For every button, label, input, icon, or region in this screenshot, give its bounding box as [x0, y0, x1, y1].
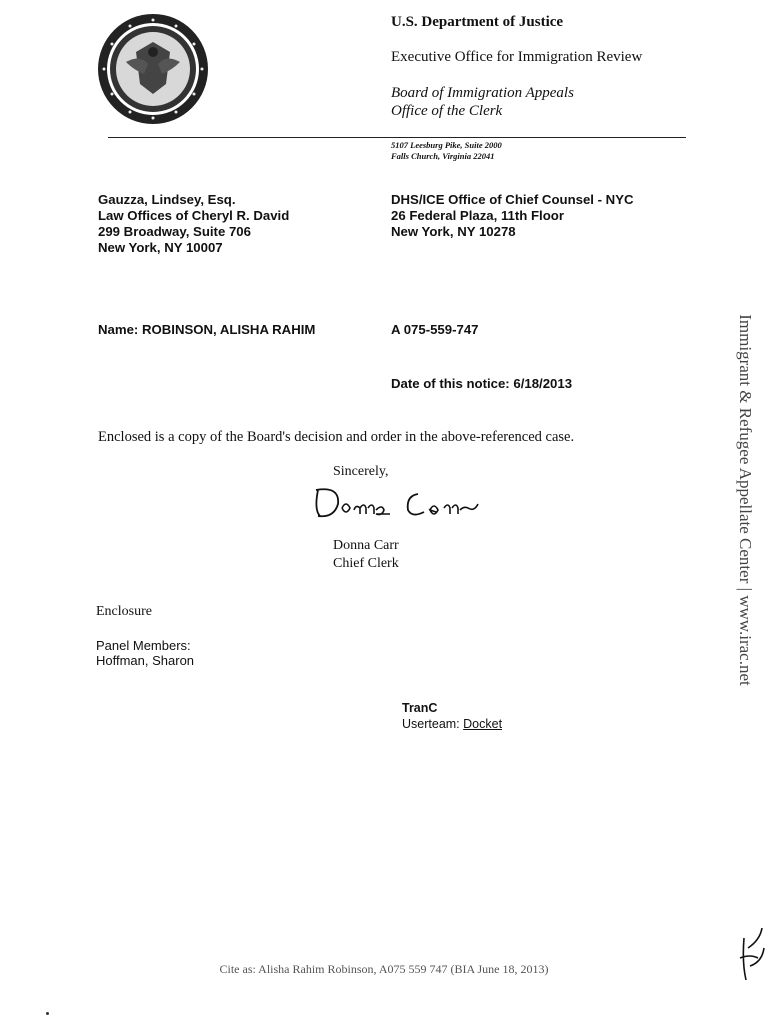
dhs-street: 26 Federal Plaza, 11th Floor [391, 208, 564, 223]
office-title: Executive Office for Immigration Review [391, 49, 643, 65]
attorney-firm: Law Offices of Cheryl R. David [98, 208, 290, 223]
board-address [391, 140, 502, 162]
userteam-line [402, 716, 502, 732]
signer-title: Chief Clerk [333, 556, 399, 571]
dhs-city: New York, NY 10278 [391, 224, 516, 239]
panel-label: Panel Members: [96, 638, 191, 653]
signer-block [333, 537, 399, 573]
header-rule [108, 137, 686, 138]
board-block [391, 84, 574, 120]
attorney-street: 299 Broadway, Suite 706 [98, 224, 251, 239]
panel-members [96, 638, 194, 668]
signature-image [310, 480, 500, 524]
department-title: U.S. Department of Justice [391, 14, 564, 30]
routing-block [402, 700, 502, 732]
attorney-name: Gauzza, Lindsey, Esq. [98, 192, 236, 207]
closing: Sincerely, [333, 464, 389, 479]
handwritten-mark-icon [736, 918, 766, 988]
irac-watermark: Immigrant & Refugee Appellate Center | www.irac.net [736, 314, 755, 686]
board-address-line1: 5107 Leesburg Pike, Suite 2000 [391, 140, 502, 150]
userteam-label: Userteam: [402, 717, 460, 731]
tran-code: TranC [402, 701, 438, 715]
panel-member: Hoffman, Sharon [96, 653, 195, 668]
a-number: A 075-559-747 [391, 322, 479, 337]
enclosed-statement: Enclosed is a copy of the Board's decision and order in the above-referenced case. [98, 429, 575, 445]
doj-seal-icon [96, 12, 210, 126]
citation-footer: Cite as: Alisha Rahim Robinson, A075 559 747 (BIA June 18, 2013) [219, 962, 549, 976]
userteam-value: Docket [463, 717, 503, 731]
enclosure-label: Enclosure [96, 604, 152, 619]
dhs-address [391, 192, 634, 240]
clerk-office: Office of the Clerk [391, 103, 503, 119]
signer-name: Donna Carr [333, 538, 399, 553]
dhs-office: DHS/ICE Office of Chief Counsel - NYC [391, 192, 634, 207]
board-address-line2: Falls Church, Virginia 22041 [391, 151, 495, 161]
board-name: Board of Immigration Appeals [391, 85, 574, 101]
attorney-city: New York, NY 10007 [98, 240, 223, 255]
attorney-address [98, 192, 289, 256]
notice-date: Date of this notice: 6/18/2013 [391, 376, 573, 391]
respondent-name: Name: ROBINSON, ALISHA RAHIM [98, 322, 316, 337]
stray-dot [46, 1012, 49, 1015]
